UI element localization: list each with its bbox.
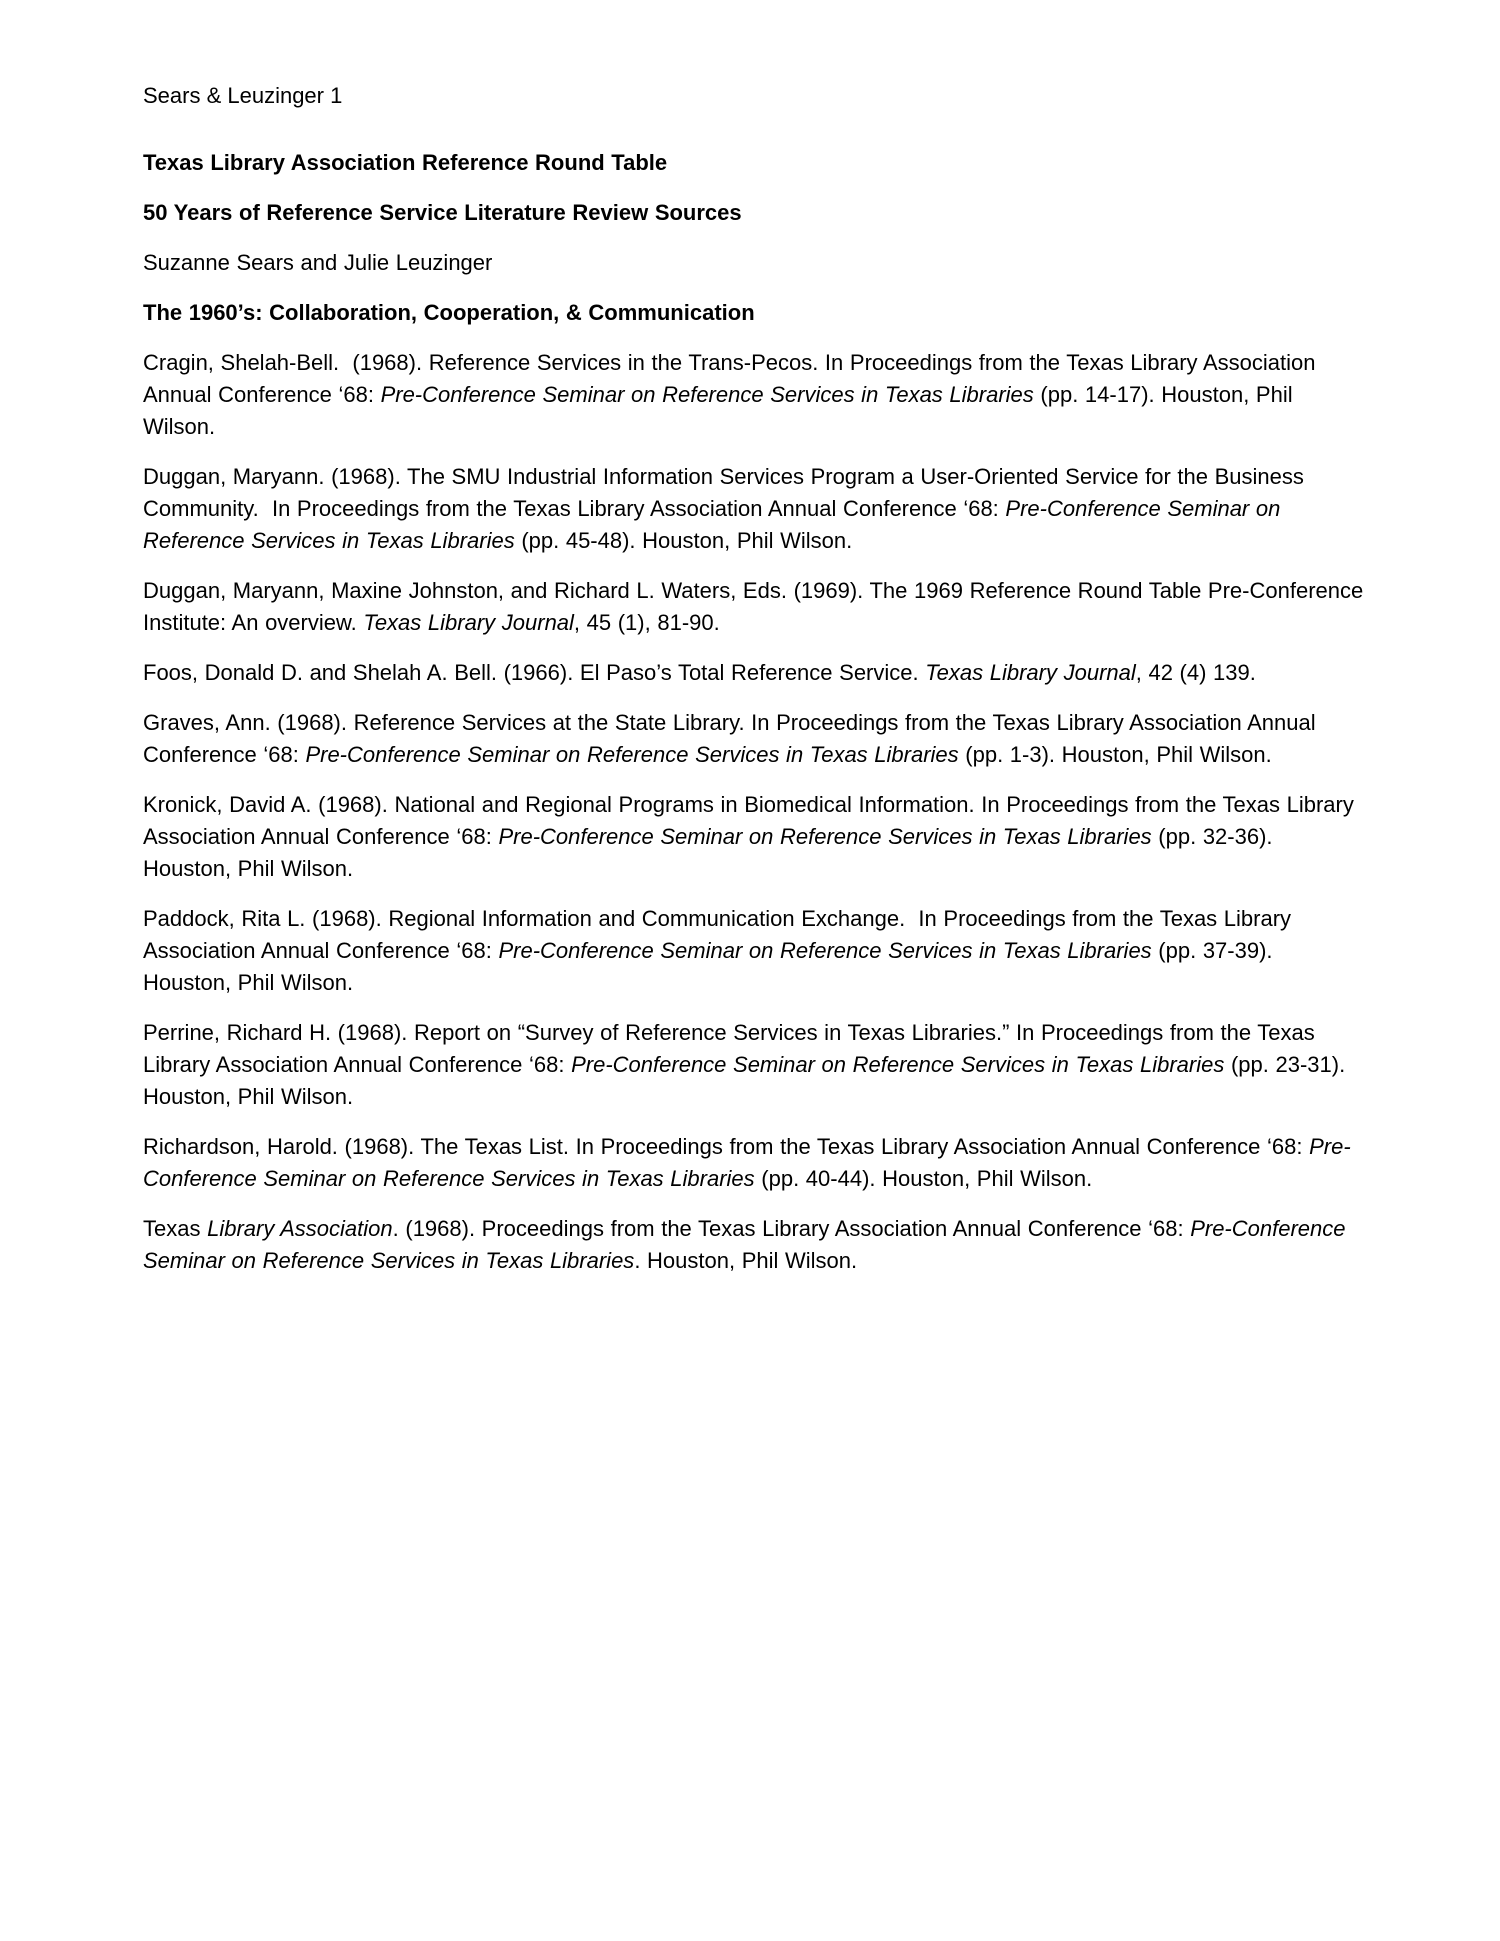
citation-paragraph [143,707,1365,771]
citation-paragraph [143,657,1365,689]
running-header: Sears & Leuzinger 1 [143,83,343,108]
italic-text-run: Pre-Conference Seminar on Reference Services in Texas Libraries [305,742,959,767]
heading-paragraph [143,297,1365,329]
text-run: , 45 (1), 81-90. [573,610,720,635]
italic-text-run: Texas Library Journal [363,610,574,635]
citation-paragraph [143,1017,1365,1113]
text-run: Texas Library Association Reference Round Table [143,150,668,175]
text-run: 50 Years of Reference Service Literature Review Sources [143,200,742,225]
italic-text-run: Pre-Conference Seminar on Reference Services in Texas Libraries [380,382,1034,407]
citation-paragraph [143,1213,1365,1277]
text-run: , 42 (4) 139. [1135,660,1256,685]
citation-paragraph [143,1131,1365,1195]
text-run: Foos, Donald D. and Shelah A. Bell. (1966). El Paso’s Total Reference Service. [143,660,926,685]
citation-paragraph [143,789,1365,885]
text-run: Graves, Ann. (1968). Reference Services at the State Library. In Proceedings from the Texas Library Association Annual Conference ‘68: [143,710,1323,767]
text-run: (pp. 45-48). Houston, Phil Wilson. [514,528,853,553]
text-run: (pp. 40-44). Houston, Phil Wilson. [754,1166,1093,1191]
text-run: Richardson, Harold. (1968). The Texas List. In Proceedings from the Texas Library Association Annual Conference ‘68: [143,1134,1310,1159]
document-body [143,147,1370,1277]
text-run: (pp. 1-3). Houston, Phil Wilson. [958,742,1272,767]
italic-text-run: Pre-Conference Seminar on Reference Services in Texas Libraries [498,938,1152,963]
citation-paragraph [143,903,1365,999]
text-run: Duggan, Maryann. (1968). The SMU Industrial Information Services Program a User-Oriented Service for the Business Community. In Proceedings from the Texas Library Association Annual Conference ‘68: [143,464,1311,521]
text-run: (pp. 37-39). Houston, Phil Wilson. [143,938,1280,995]
text-run: . Houston, Phil Wilson. [634,1248,858,1273]
text-run: (pp. 23-31). Houston, Phil Wilson. [143,1052,1352,1109]
italic-text-run: Pre-Conference Seminar on Reference Services in Texas Libraries [143,496,1287,553]
text-run: Cragin, Shelah-Bell. (1968). Reference Services in the Trans-Pecos. In Proceedings from the Texas Library Association Annual Conference ‘68: [143,350,1321,407]
italic-text-run: Texas Library Journal [925,660,1136,685]
italic-text-run: Pre-Conference Seminar on Reference Services in Texas Libraries [571,1052,1225,1077]
citation-paragraph [143,461,1365,557]
italic-text-run: Pre-Conference Seminar on Reference Services in Texas Libraries [143,1216,1353,1273]
heading-paragraph [143,197,1365,229]
text-run: Duggan, Maryann, Maxine Johnston, and Richard L. Waters, Eds. (1969). The 1969 Reference Round Table Pre-Conference Institute: An overview. [143,578,1370,635]
text-run: . (1968). Proceedings from the Texas Library Association Annual Conference ‘68: [392,1216,1191,1241]
text-run: (pp. 32-36). Houston, Phil Wilson. [143,824,1280,881]
text-run: Paddock, Rita L. (1968). Regional Information and Communication Exchange. In Proceedings from the Texas Library Association Annual Conference ‘68: [143,906,1297,963]
citation-paragraph [143,347,1365,443]
text-run: The 1960’s: Collaboration, Cooperation, & Communication [143,300,755,325]
citation-paragraph [143,247,1365,279]
text-run: (pp. 14-17). Houston, Phil Wilson. [143,382,1300,439]
text-run: Suzanne Sears and Julie Leuzinger [143,250,493,275]
heading-paragraph [143,147,1365,179]
italic-text-run: Library Association [207,1216,393,1241]
text-run: Kronick, David A. (1968). National and Regional Programs in Biomedical Information. In Proceedings from the Texas Library Association Annual Conference ‘68: [143,792,1360,849]
italic-text-run: Pre-Conference Seminar on Reference Services in Texas Libraries [143,1134,1351,1191]
citation-paragraph [143,575,1370,639]
text-run: Texas [143,1216,208,1241]
italic-text-run: Pre-Conference Seminar on Reference Services in Texas Libraries [498,824,1152,849]
text-run: Perrine, Richard H. (1968). Report on “Survey of Reference Services in Texas Libraries.” In Proceedings from the Texas Library Association Annual Conference ‘68: [143,1020,1322,1077]
